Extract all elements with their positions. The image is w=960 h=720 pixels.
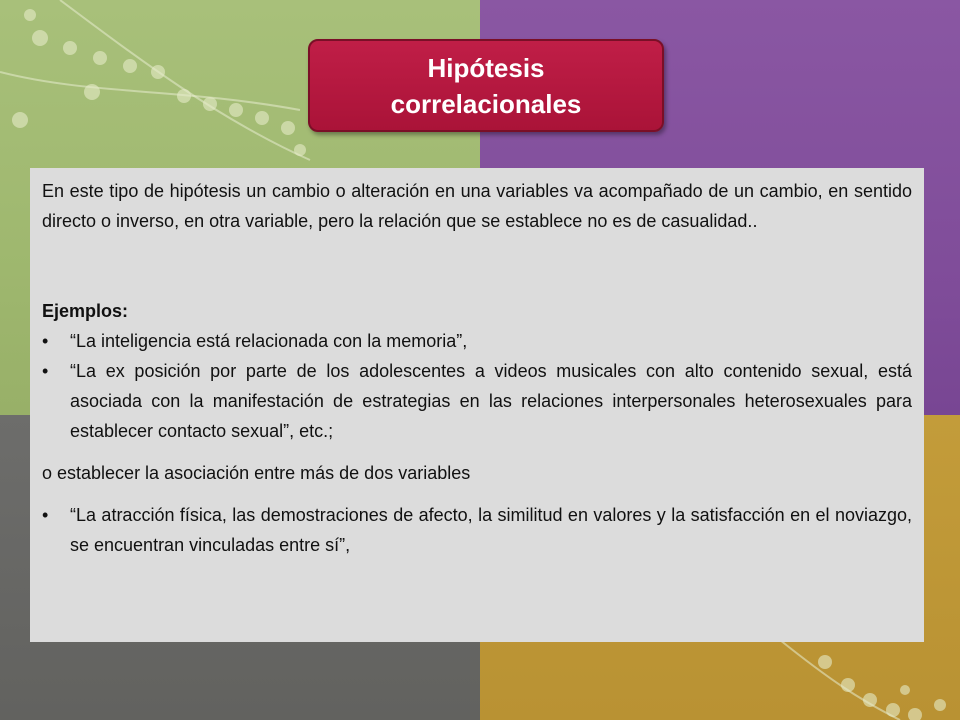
bullet-text: “La ex posición por parte de los adolescentes a videos musicales con alto contenido sexual, está asociada con la manifestación de estrategias en las relaciones interpersonales heterosexuales para establecer contacto sexual”, etc.;: [70, 361, 912, 441]
bullet-text: “La atracción física, las demostraciones de afecto, la similitud en valores y la satisfacción en el noviazgo, se encuentran vinculadas entre sí”,: [70, 505, 912, 555]
bullet-marker: •: [42, 331, 49, 351]
intro-paragraph: En este tipo de hipótesis un cambio o alteración en una variables va acompañado de un cambio, en sentido directo o inverso, en otra variable, pero la relación que se establece no es de casualidad..: [42, 181, 912, 231]
bullet-item: [42, 356, 912, 446]
examples-heading: Ejemplos:: [42, 301, 129, 321]
slide-title: Hipótesis correlacionales: [390, 52, 582, 119]
bullet-item: [42, 326, 912, 356]
bullet-text: “La inteligencia está relacionada con la memoria”,: [70, 331, 468, 351]
bullet-item: [42, 500, 912, 560]
slide-title-box: [308, 39, 664, 132]
spacer: [42, 488, 912, 500]
spacer: [42, 446, 912, 458]
slide-content-box: [30, 168, 924, 642]
spacer: [42, 236, 912, 296]
bullet-marker: •: [42, 505, 49, 525]
middle-paragraph: o establecer la asociación entre más de dos variables: [42, 463, 471, 483]
bullet-marker: •: [42, 361, 49, 381]
